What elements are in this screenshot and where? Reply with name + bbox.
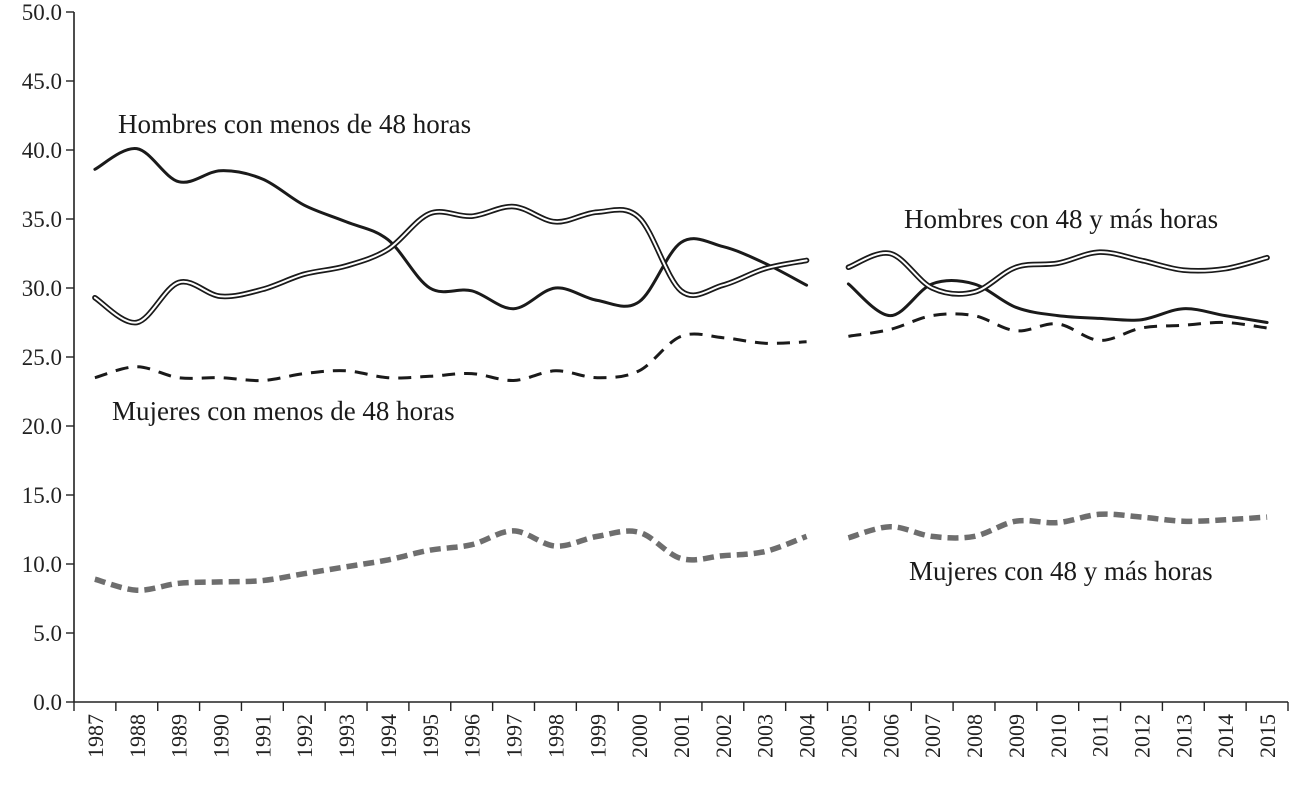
series-line xyxy=(95,334,807,381)
data-point xyxy=(931,314,934,317)
x-tick-label: 2006 xyxy=(878,714,904,758)
y-tick-label: 15.0 xyxy=(21,483,62,508)
x-tick-label: 2004 xyxy=(794,714,820,758)
data-point xyxy=(1098,339,1101,342)
x-tick-label: 1999 xyxy=(585,714,611,758)
x-tick-label: 2009 xyxy=(1003,713,1029,758)
y-axis xyxy=(22,0,74,715)
data-point xyxy=(889,328,892,331)
x-tick-label: 1996 xyxy=(459,714,485,758)
series-mujeres-con-menos-de-48-horas xyxy=(93,314,1268,382)
x-tick-label: 1993 xyxy=(334,714,360,758)
data-point xyxy=(638,531,641,534)
annotation-mujeres-menos-48: Mujeres con menos de 48 horas xyxy=(112,396,455,426)
y-tick-label: 20.0 xyxy=(21,414,62,439)
data-point xyxy=(1140,327,1143,330)
series-line-inner xyxy=(95,207,807,323)
x-tick-label: 1988 xyxy=(124,714,150,758)
y-tick-label: 5.0 xyxy=(33,621,62,646)
x-tick-label: 1987 xyxy=(82,714,108,758)
data-point xyxy=(1056,322,1059,325)
y-tick-label: 0.0 xyxy=(33,690,62,715)
annotation-mujeres-48-mas: Mujeres con 48 y más horas xyxy=(909,556,1213,586)
data-point xyxy=(1224,321,1227,324)
data-point xyxy=(1182,324,1185,327)
x-tick-label: 1990 xyxy=(208,714,234,758)
x-tick-label: 2003 xyxy=(752,714,778,758)
data-point xyxy=(973,314,976,317)
data-point xyxy=(261,379,264,382)
y-tick-label: 30.0 xyxy=(21,276,62,301)
data-point xyxy=(219,376,222,379)
x-tick-label: 1991 xyxy=(250,714,276,758)
x-tick-label: 1995 xyxy=(417,714,443,758)
x-tick-label: 2000 xyxy=(627,714,653,758)
x-tick-label: 2014 xyxy=(1213,714,1239,758)
x-tick-label: 2001 xyxy=(669,714,694,758)
x-tick-label: 2015 xyxy=(1255,714,1281,758)
series-line xyxy=(848,514,1267,538)
x-tick-label: 2008 xyxy=(962,713,988,758)
series-line xyxy=(848,280,1267,322)
y-tick-label: 35.0 xyxy=(21,207,62,232)
y-tick-label: 10.0 xyxy=(21,552,62,577)
x-tick-label: 1998 xyxy=(543,714,569,758)
x-tick-label: 2012 xyxy=(1129,714,1155,758)
x-tick-label: 1997 xyxy=(501,714,527,758)
y-tick-label: 25.0 xyxy=(21,345,62,370)
series-line-outer xyxy=(848,252,1267,294)
data-point xyxy=(303,372,306,375)
series-hombres-con-menos-de-48-horas xyxy=(93,147,1268,324)
x-tick-label: 2011 xyxy=(1087,714,1113,758)
x-tick-label: 2013 xyxy=(1171,714,1197,758)
data-point xyxy=(1014,329,1017,332)
x-tick-label: 2010 xyxy=(1045,714,1071,758)
x-tick-label: 2002 xyxy=(710,714,736,758)
series-line-outer xyxy=(95,207,807,323)
data-point xyxy=(554,545,557,548)
annotation-layer xyxy=(112,109,1218,586)
x-tick-label: 1994 xyxy=(375,714,401,758)
x-tick-label: 2007 xyxy=(920,714,946,758)
y-tick-label: 40.0 xyxy=(21,138,62,163)
series-line xyxy=(95,148,807,308)
y-tick-label: 45.0 xyxy=(21,69,62,94)
series-line xyxy=(95,531,807,590)
annotation-hombres-menos-48: Hombres con menos de 48 horas xyxy=(118,109,472,139)
x-axis xyxy=(74,702,1288,758)
x-tick-label: 2005 xyxy=(836,714,862,758)
x-tick-label: 1992 xyxy=(292,714,318,758)
x-tick-label: 1989 xyxy=(166,714,192,758)
y-tick-label: 50.0 xyxy=(21,0,62,25)
annotation-hombres-48-mas: Hombres con 48 y más horas xyxy=(904,204,1219,234)
series-line xyxy=(848,314,1267,341)
